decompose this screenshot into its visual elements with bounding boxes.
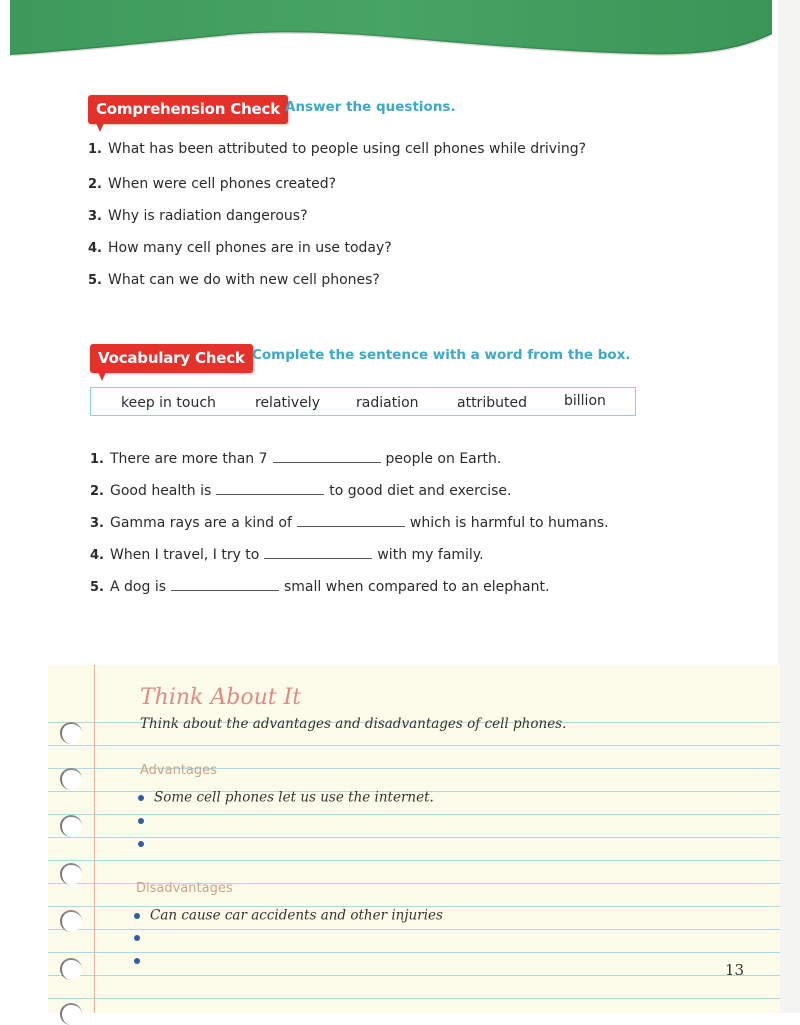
- ruled-line: [48, 998, 780, 999]
- question-text: What can we do with new cell phones?: [108, 272, 380, 288]
- sentence-before: Gamma rays are a kind of: [110, 515, 292, 531]
- question-number: 1.: [88, 142, 102, 157]
- sentence-after: to good diet and exercise.: [329, 483, 512, 499]
- sentence-item: [90, 450, 501, 467]
- word-box-item: relatively: [255, 395, 320, 411]
- question-item: [88, 176, 336, 192]
- ruled-line: [48, 860, 780, 861]
- answer-blank[interactable]: [171, 578, 279, 591]
- page-number: 13: [725, 961, 745, 979]
- question-number: 5.: [88, 273, 102, 288]
- think-about-it-panel: [48, 665, 780, 1013]
- question-text: How many cell phones are in use today?: [108, 240, 392, 256]
- ruled-line: [48, 745, 780, 746]
- comprehension-instruction: Answer the questions.: [285, 99, 456, 115]
- bullet-icon: [138, 795, 144, 801]
- sentence-item: [90, 514, 609, 531]
- think-about-it-title: Think About It: [140, 685, 302, 710]
- bullet-icon: [134, 913, 140, 919]
- vocabulary-check-tag: Vocabulary Check: [90, 344, 253, 373]
- sentence-after: which is harmful to humans.: [409, 515, 609, 531]
- disadvantage-item[interactable]: [134, 927, 150, 943]
- ruled-line: [48, 837, 780, 838]
- answer-blank[interactable]: [297, 514, 405, 527]
- header-banner: [0, 0, 800, 70]
- sentence-number: 1.: [90, 452, 104, 467]
- sentence-number: 4.: [90, 548, 104, 563]
- question-number: 3.: [88, 209, 102, 224]
- advantage-item[interactable]: [138, 833, 154, 849]
- question-item: [88, 141, 586, 157]
- bullet-icon: [134, 935, 140, 941]
- think-about-it-prompt: Think about the advantages and disadvantages of cell phones.: [140, 716, 567, 732]
- word-box-item: attributed: [457, 395, 527, 411]
- answer-blank[interactable]: [273, 450, 381, 463]
- question-item: [88, 208, 308, 224]
- margin-line: [94, 665, 95, 1013]
- word-box-item: radiation: [356, 395, 419, 411]
- word-box-item: keep in touch: [121, 395, 216, 411]
- sentence-before: Good health is: [110, 483, 212, 499]
- question-item: [88, 240, 392, 256]
- binder-hole: [60, 1003, 82, 1025]
- binder-hole: [60, 863, 82, 885]
- question-text: What has been attributed to people using cell phones while driving?: [108, 141, 587, 157]
- ruled-line: [48, 975, 780, 976]
- sentence-item: [90, 546, 484, 563]
- sentence-number: 5.: [90, 580, 104, 595]
- question-item: [88, 272, 380, 288]
- advantages-heading: Advantages: [140, 763, 217, 778]
- sentence-before: When I travel, I try to: [110, 547, 260, 563]
- question-text: Why is radiation dangerous?: [108, 208, 308, 224]
- advantage-item[interactable]: [138, 787, 434, 806]
- binder-hole: [60, 910, 82, 932]
- question-text: When were cell phones created?: [108, 176, 337, 192]
- bullet-icon: [134, 958, 140, 964]
- sentence-item: [90, 578, 549, 595]
- sentence-before: There are more than 7: [110, 451, 268, 467]
- disadvantage-item[interactable]: [134, 905, 443, 924]
- binder-hole: [60, 815, 82, 837]
- ruled-line: [48, 929, 780, 930]
- page-edge: [778, 0, 800, 1013]
- sentence-after: with my family.: [377, 547, 484, 563]
- binder-hole: [60, 768, 82, 790]
- disadvantage-text: Can cause car accidents and other injuries: [150, 907, 443, 924]
- sentence-before: A dog is: [110, 579, 166, 595]
- question-number: 2.: [88, 177, 102, 192]
- bullet-icon: [138, 841, 144, 847]
- sentence-number: 3.: [90, 516, 104, 531]
- ruled-line: [48, 814, 780, 815]
- answer-blank[interactable]: [264, 546, 372, 559]
- disadvantages-heading: Disadvantages: [136, 881, 233, 896]
- sentence-after: people on Earth.: [385, 451, 502, 467]
- vocabulary-instruction: Complete the sentence with a word from the box.: [252, 347, 631, 363]
- sentence-item: [90, 482, 512, 499]
- bullet-icon: [138, 818, 144, 824]
- advantage-text: Some cell phones let us use the internet.: [154, 789, 434, 806]
- ruled-line: [48, 952, 780, 953]
- sentence-after: small when compared to an elephant.: [284, 579, 550, 595]
- advantage-item[interactable]: [138, 810, 154, 826]
- comprehension-check-tag: Comprehension Check: [88, 95, 288, 124]
- word-box-item: billion: [564, 393, 606, 409]
- sentence-number: 2.: [90, 484, 104, 499]
- disadvantage-item[interactable]: [134, 950, 150, 966]
- binder-hole: [60, 958, 82, 980]
- binder-hole: [60, 722, 82, 744]
- answer-blank[interactable]: [216, 482, 324, 495]
- word-box: [90, 387, 636, 416]
- question-number: 4.: [88, 241, 102, 256]
